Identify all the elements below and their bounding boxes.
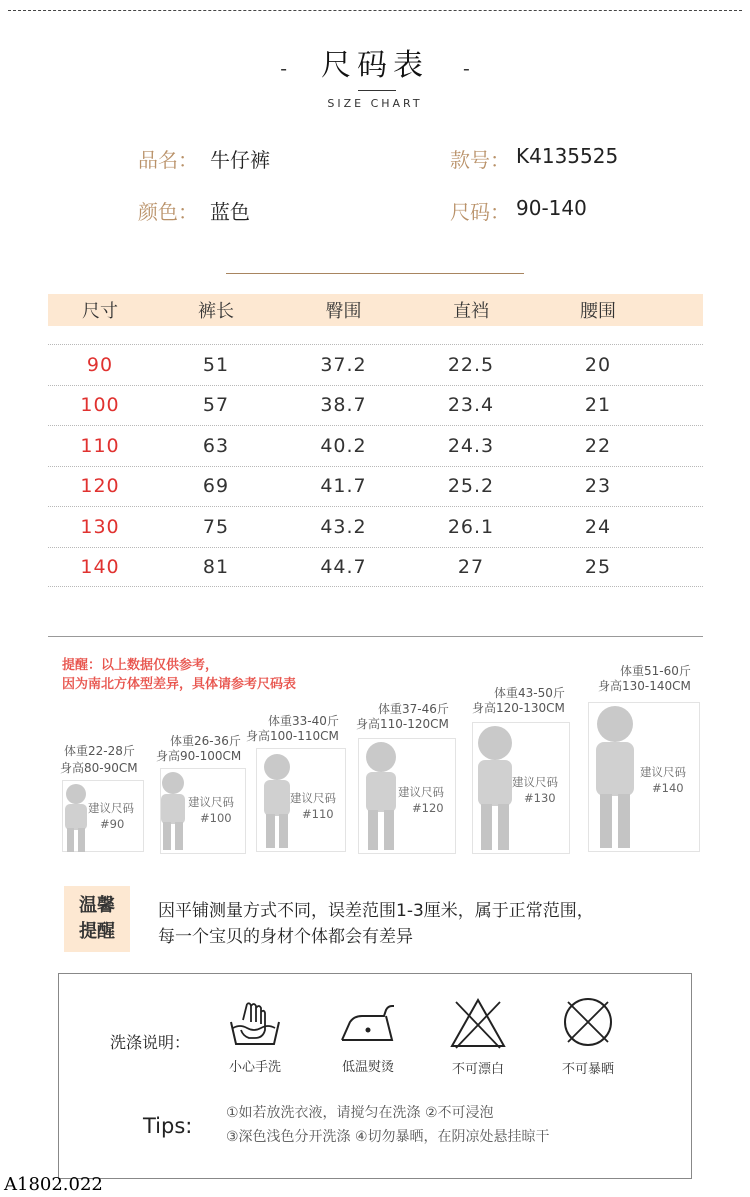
length-cell: 69 xyxy=(202,475,230,498)
child-silhouette-icon xyxy=(152,770,194,854)
top-dashed-divider xyxy=(8,10,742,11)
size-figure-100 xyxy=(150,734,250,856)
size-table-header xyxy=(48,294,703,326)
reminder-line-1: 提醒：以上数据仅供参考， xyxy=(62,658,219,673)
hip-cell: 38.7 xyxy=(320,394,367,417)
warm-tip-line-1: 因平铺测量方式不同，误差范围1-3厘米，属于正常范围， xyxy=(158,901,594,921)
waist-cell: 22 xyxy=(584,434,612,457)
figure-height: 身高80-90CM xyxy=(60,761,138,775)
size-table xyxy=(48,294,703,578)
page-title xyxy=(0,40,750,84)
rise-cell: 27 xyxy=(457,555,485,578)
figure-size: #110 xyxy=(302,807,334,821)
title-text: 尺码表 xyxy=(321,48,429,83)
length-cell: 57 xyxy=(202,394,230,417)
title-underline xyxy=(358,90,396,91)
size-cell: 90 xyxy=(86,353,114,376)
header-hip: 臀围 xyxy=(325,301,362,322)
waist-cell: 20 xyxy=(584,353,612,376)
size-cell: 140 xyxy=(80,555,120,578)
rise-cell: 23.4 xyxy=(447,394,495,417)
figure-size: #120 xyxy=(412,801,444,815)
header-length: 裤长 xyxy=(198,301,234,322)
warm-tip-title-2: 提醒 xyxy=(79,921,115,942)
table-row xyxy=(48,385,703,426)
hand-wash-icon xyxy=(225,1000,285,1048)
length-cell: 75 xyxy=(202,515,230,538)
care-item-label: 小心手洗 xyxy=(228,1060,281,1075)
warm-tip-line-2: 每一个宝贝的身材个体都会有差异 xyxy=(158,927,413,947)
reminder-line-2: 因为南北方体型差异，具体请参考尺码表 xyxy=(62,677,297,692)
table-row xyxy=(48,425,703,466)
product-name-value: 牛仔裤 xyxy=(210,148,270,172)
product-name-label: 品名： xyxy=(138,148,198,172)
figure-weight: 体重33-40斤 xyxy=(268,714,339,728)
header-waist: 腰围 xyxy=(580,301,616,322)
care-item-no-bleach xyxy=(442,996,514,1077)
section-divider xyxy=(48,636,703,637)
care-label: 洗涤说明： xyxy=(110,1033,191,1052)
product-size-label: 尺码： xyxy=(450,200,510,224)
hip-cell: 41.7 xyxy=(320,475,367,498)
title-dash-right: - xyxy=(463,56,470,80)
figure-recommend: 建议尺码 xyxy=(88,801,134,815)
hip-cell: 37.2 xyxy=(320,353,367,376)
page-subtitle: SIZE CHART xyxy=(327,97,423,110)
length-cell: 63 xyxy=(202,434,230,457)
figure-weight: 体重51-60斤 xyxy=(620,664,691,678)
footer-line xyxy=(112,1178,632,1179)
table-row xyxy=(48,344,703,385)
warm-tip-title-1: 温馨 xyxy=(79,895,115,916)
no-tumble-dry-icon xyxy=(560,994,616,1050)
figure-height: 身高90-100CM xyxy=(156,749,242,763)
product-code: A1802.022 xyxy=(4,1174,103,1195)
figure-size: #100 xyxy=(200,811,232,825)
product-sku-value: K4135525 xyxy=(516,144,619,168)
child-silhouette-icon xyxy=(586,704,644,852)
care-item-label: 不可暴晒 xyxy=(561,1062,614,1077)
tips-label: Tips: xyxy=(143,1114,193,1138)
waist-cell: 25 xyxy=(584,555,612,578)
product-color-value: 蓝色 xyxy=(210,200,250,224)
waist-cell: 23 xyxy=(584,475,612,498)
figure-recommend: 建议尺码 xyxy=(290,791,336,805)
tips-text xyxy=(226,1101,550,1149)
figure-weight: 体重22-28斤 xyxy=(64,744,135,758)
hip-cell: 44.7 xyxy=(320,555,367,578)
hip-cell: 40.2 xyxy=(320,434,367,457)
figure-size: #90 xyxy=(100,817,125,831)
size-cell: 100 xyxy=(80,394,120,417)
figure-height: 身高110-120CM xyxy=(356,717,449,731)
hip-cell: 43.2 xyxy=(320,515,367,538)
product-size-value: 90-140 xyxy=(516,196,587,220)
rise-cell: 22.5 xyxy=(447,353,495,376)
size-figure-90 xyxy=(56,744,148,856)
waist-cell: 21 xyxy=(584,394,612,417)
info-divider xyxy=(226,273,524,274)
warm-tip-text xyxy=(158,898,594,950)
table-row xyxy=(48,506,703,547)
length-cell: 81 xyxy=(202,555,230,578)
figure-weight: 体重26-36斤 xyxy=(170,734,241,748)
care-item-low-iron xyxy=(332,1000,404,1075)
product-color-label: 颜色： xyxy=(138,200,198,224)
figure-height: 身高100-110CM xyxy=(246,729,339,743)
header-size: 尺寸 xyxy=(82,301,118,322)
low-iron-icon xyxy=(336,1000,400,1048)
size-cell: 130 xyxy=(80,515,120,538)
warm-tip-badge xyxy=(64,886,130,952)
rise-cell: 26.1 xyxy=(447,515,495,538)
size-cell: 110 xyxy=(80,434,120,457)
table-row xyxy=(48,466,703,507)
figure-size: #140 xyxy=(652,781,684,795)
size-figure-130 xyxy=(466,686,574,856)
care-item-hand-wash xyxy=(220,1000,290,1075)
rise-cell: 25.2 xyxy=(447,475,495,498)
tips-line-1: ①如若放洗衣液，请搅匀在洗涤 ②不可浸泡 xyxy=(226,1105,494,1121)
product-sku-label: 款号： xyxy=(450,148,510,172)
header-rise: 直裆 xyxy=(453,301,489,322)
figure-recommend: 建议尺码 xyxy=(640,765,686,779)
title-dash-left: - xyxy=(280,56,287,80)
no-bleach-icon xyxy=(448,996,508,1050)
waist-cell: 24 xyxy=(584,515,612,538)
care-item-no-tumble-dry xyxy=(552,994,624,1077)
table-row xyxy=(48,547,703,588)
rise-cell: 24.3 xyxy=(447,434,495,457)
figure-height: 身高130-140CM xyxy=(598,679,691,693)
figure-recommend: 建议尺码 xyxy=(398,785,444,799)
child-silhouette-icon xyxy=(56,782,96,856)
figure-recommend: 建议尺码 xyxy=(512,775,558,789)
care-item-label: 低温熨烫 xyxy=(341,1060,394,1075)
size-cell: 120 xyxy=(80,475,120,498)
figure-weight: 体重43-50斤 xyxy=(494,686,565,700)
figure-weight: 体重37-46斤 xyxy=(378,702,449,716)
length-cell: 51 xyxy=(202,353,230,376)
size-table-body xyxy=(48,344,703,587)
reminder-note xyxy=(62,656,296,694)
figure-size: #130 xyxy=(524,791,556,805)
size-figure-120 xyxy=(354,702,460,856)
care-item-label: 不可漂白 xyxy=(451,1062,504,1077)
figure-height: 身高120-130CM xyxy=(472,701,565,715)
size-figure-110 xyxy=(246,714,350,856)
size-figure-140 xyxy=(586,664,704,856)
figure-recommend: 建议尺码 xyxy=(188,795,234,809)
tips-line-2: ③深色浅色分开洗涤 ④切勿暴晒，在阴凉处悬挂晾干 xyxy=(226,1129,550,1145)
